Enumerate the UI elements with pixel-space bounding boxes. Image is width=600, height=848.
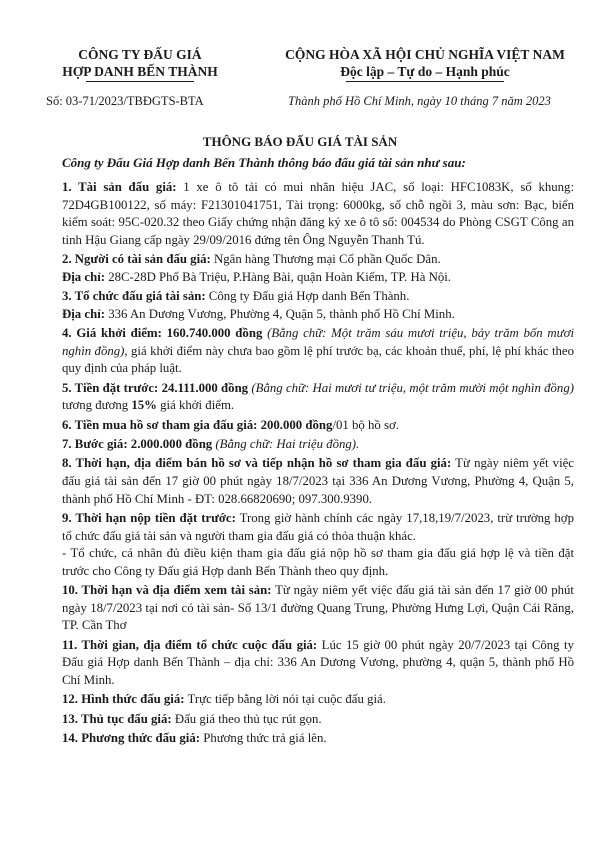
intro-line: Công ty Đấu Giá Hợp danh Bến Thành thông báo đấu giá tài sản như sau: [62, 155, 466, 170]
section-2-address-label: Địa chỉ: [62, 269, 106, 284]
section-2 [62, 251, 574, 286]
section-4-words: (Bằng chữ: Một trăm sáu mươi triệu, bảy trăm bốn mươi nghìn đồng) [62, 326, 574, 358]
section-3-address-label: Địa chỉ: [62, 306, 106, 321]
section-11-label: 11. Thời gian, địa điểm tổ chức cuộc đấu giá: [62, 637, 318, 652]
section-3-address: 336 An Dương Vương, Phường 4, Quận 5, thành phố Hồ Chí Minh. [105, 306, 455, 321]
section-4-text: , giá khởi điểm này chưa bao gồm lệ phí trước bạ, các khoản thuế, phí, lệ phí khác theo quy định của pháp luật. [62, 343, 574, 376]
section-5 [62, 380, 574, 415]
section-11-text: Lúc 15 giờ 00 phút ngày 20/7/2023 tại Công ty Đấu giá Hợp danh Bến Thành – địa chỉ: 336 An Dương Vương, phường 4, quận 5, thành phố Hồ Chí Minh. [62, 637, 574, 687]
section-6 [62, 417, 574, 435]
company-name-line2: HỢP DANH BẾN THÀNH [62, 64, 218, 79]
section-12 [62, 691, 574, 709]
motto-underline [346, 81, 504, 82]
section-7-label: 7. Bước giá: 2.000.000 đồng [62, 437, 213, 452]
national-motto: Độc lập – Tự do – Hạnh phúc [340, 64, 510, 79]
section-9-note: - Tổ chức, cá nhân đủ điều kiện tham gia đấu giá nộp hồ sơ tham gia đấu giá hợp lệ và tiền đặt trước cho Công ty Đấu giá Hợp danh Bến Thành theo quy định. [62, 546, 574, 578]
section-8-text: Từ ngày niêm yết việc đấu giá tài sản đến 17 giờ 00 phút ngày 18/7/2023 tại 336 An Dương Vương, Phường 4, Quận 5, thành phố Hồ Chí Minh - ĐT: 028.66820690; 097.300.9390. [62, 456, 574, 506]
section-1 [62, 179, 574, 249]
section-5-words: (Bằng chữ: Hai mươi tư triệu, một trăm mười một nghìn đồng) [248, 380, 574, 395]
section-8-label: 8. Thời hạn, địa điểm bán hồ sơ và tiếp nhận hồ sơ tham gia đấu giá: [62, 456, 452, 471]
section-6-text: /01 bộ hồ sơ. [332, 417, 399, 432]
notice-body [62, 179, 574, 750]
company-header [40, 46, 240, 82]
section-5-text-a: tương đương [62, 398, 132, 413]
company-underline [86, 81, 194, 82]
place-date: Thành phố Hồ Chí Minh, ngày 10 tháng 7 năm 2023 [288, 94, 551, 108]
section-14-text: Phương thức trả giá lên. [200, 731, 327, 746]
section-7-words: (Bằng chữ: Hai triệu đồng). [212, 437, 360, 452]
section-10 [62, 582, 574, 635]
section-10-label: 10. Thời hạn và địa điểm xem tài sản: [62, 583, 272, 598]
section-4 [62, 325, 574, 378]
section-14 [62, 730, 574, 748]
section-6-label: 6. Tiền mua hồ sơ tham gia đấu giá: 200.000 đồng [62, 417, 333, 432]
section-13-label: 13. Thủ tục đấu giá: [62, 711, 172, 726]
section-9-label: 9. Thời hạn nộp tiền đặt trước: [62, 511, 236, 526]
section-4-label: 4. Giá khởi điểm: 160.740.000 đồng [62, 326, 263, 341]
reference-number: Số: 03-71/2023/TBĐGTS-BTA [46, 94, 204, 108]
section-14-label: 14. Phương thức đấu giá: [62, 731, 200, 746]
section-3 [62, 288, 574, 323]
section-12-text: Trực tiếp bằng lời nói tại cuộc đấu giá. [184, 692, 386, 707]
section-1-text: 1 xe ô tô tải có mui nhãn hiệu JAC, số loại: HFC1083K, số khung: 72D4GB100122, số máy: F21301041751, Tài trọng: 6000kg, số chỗ ngồi 3, màu sơn: Bạc, biển kiểm soát: 95C-020.32 theo Giấy chứng nhận đăng ký xe ô tô số: 004534 do Phòng CSGT Công an tỉnh Hậu Giang cấp ngày 29/09/2016 đứng tên Ông Nguyễn Thanh Tú. [62, 180, 574, 247]
company-name-line1: CÔNG TY ĐẤU GIÁ [78, 47, 202, 62]
section-5-text-b: giá khởi điểm. [156, 398, 235, 413]
document-title: THÔNG BÁO ĐẤU GIÁ TÀI SẢN [202, 134, 398, 149]
section-12-label: 12. Hình thức đấu giá: [62, 692, 185, 707]
section-7 [62, 436, 574, 454]
section-9 [62, 510, 574, 580]
section-3-label: 3. Tổ chức đấu giá tài sản: [62, 289, 206, 304]
section-13-text: Đấu giá theo thủ tục rút gọn. [171, 711, 322, 726]
national-title: CỘNG HÒA XÃ HỘI CHỦ NGHĨA VIỆT NAM [285, 47, 565, 62]
section-5-label: 5. Tiền đặt trước: 24.111.000 đồng [62, 380, 249, 395]
national-header [265, 46, 585, 82]
section-1-label: 1. Tài sản đấu giá: [62, 180, 177, 194]
section-8 [62, 455, 574, 508]
section-2-text: Ngân hàng Thương mại Cổ phần Quốc Dân. [210, 252, 441, 267]
section-2-address: 28C-28D Phố Bà Triệu, P.Hàng Bài, quận Hoàn Kiếm, TP. Hà Nội. [105, 269, 452, 284]
section-10-text: Từ ngày niêm yết việc đấu giá tài sản đến 17 giờ 00 phút ngày 18/7/2023 tại nơi có tài sản- Số 13/1 đường Quang Trung, Phường Hưng Lợi, Quận Cái Răng, TP. Cần Thơ [62, 583, 574, 633]
section-11 [62, 637, 574, 690]
section-2-label: 2. Người có tài sản đấu giá: [62, 252, 211, 267]
section-5-percent: 15% [131, 398, 157, 413]
section-9-text: Trong giờ hành chính các ngày 17,18,19/7/2023, trừ trường hợp tổ chức đấu giá tài sản và người tham gia đấu giá có thỏa thuận khác. [62, 511, 574, 543]
section-13 [62, 711, 574, 729]
section-3-text: Công ty Đấu giá Hợp danh Bến Thành. [205, 289, 410, 304]
